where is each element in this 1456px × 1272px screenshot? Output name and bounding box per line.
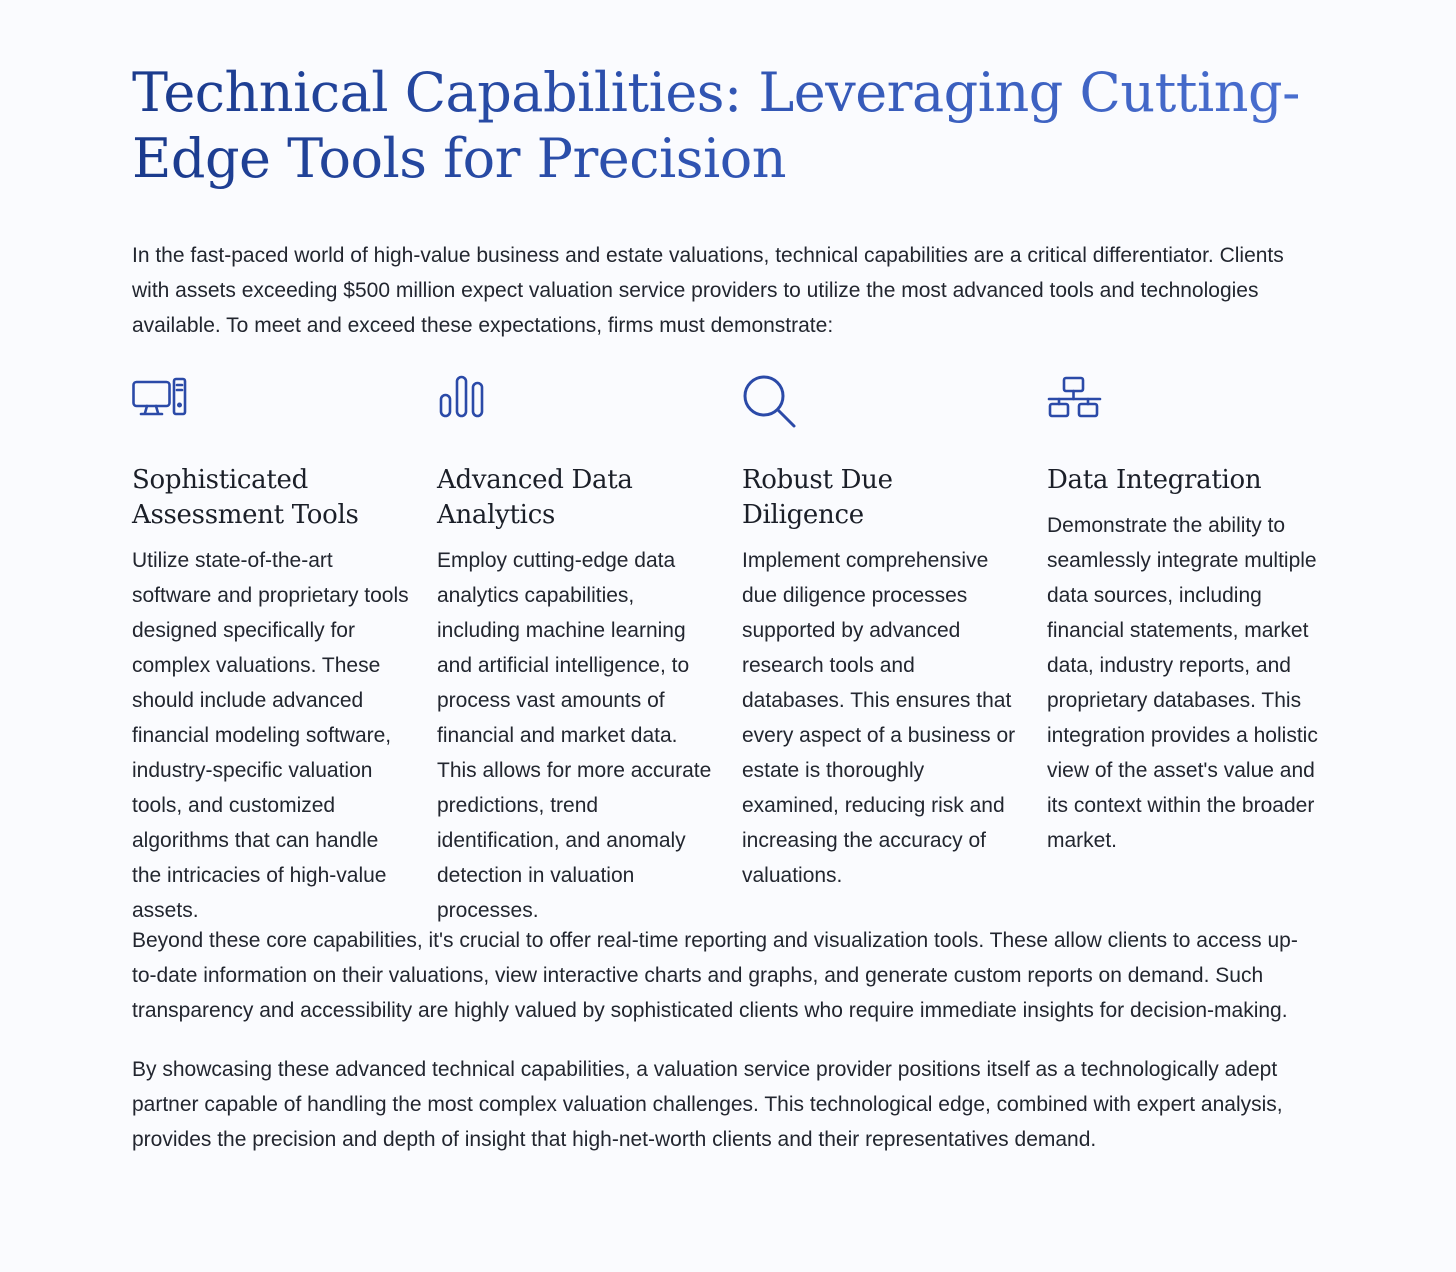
page-title: Technical Capabilities: Leveraging Cutting-Edge Tools for Precision xyxy=(132,60,1322,192)
intro-paragraph: In the fast-paced world of high-value business and estate valuations, technical capabilities are a critical differentiator. Clients with assets exceeding $500 million expect valuation service providers to utilize the most advanced tools and technologies available. To meet and exceed these expectations, firms must demonstrate: xyxy=(132,244,1284,337)
closing-paragraph-1: Beyond these core capabilities, it's crucial to offer real-time reporting and visualization tools. These allow clients to access up-to-date information on their valuations, view interactive charts and graphs, and generate custom reports on demand. Such transparency and accessibility are highly valued by sophisticated clients who require immediate insights for decision-making. xyxy=(132,929,1298,1022)
feature-assessment-tools xyxy=(132,375,412,928)
network-diagram-icon xyxy=(1047,375,1107,435)
feature-data-integration xyxy=(1047,375,1327,858)
feature-title: Robust Due Diligence xyxy=(742,465,893,530)
feature-description: Demonstrate the ability to seamlessly integrate multiple data sources, including financial statements, market data, industry reports, and proprietary databases. This integration provides a holistic view of the asset's value and its context within the broader market. xyxy=(1047,514,1318,852)
feature-due-diligence xyxy=(742,375,1022,893)
feature-description: Implement comprehensive due diligence processes supported by advanced research tools and databases. This ensures that every aspect of a business or estate is thoroughly examined, reducing risk and increasing the accuracy of valuations. xyxy=(742,549,1016,887)
feature-title: Data Integration xyxy=(1047,465,1262,495)
bar-chart-icon xyxy=(437,375,497,435)
feature-description: Utilize state-of-the-art software and proprietary tools designed specifically for complex valuations. These should include advanced financial modeling software, industry-specific valuation tools, and customized algorithms that can handle the intricacies of high-value assets. xyxy=(132,549,409,922)
feature-description: Employ cutting-edge data analytics capabilities, including machine learning and artificial intelligence, to process vast amounts of financial and market data. This allows for more accurate predictions, trend identification, and anomaly detection in valuation processes. xyxy=(437,549,712,922)
desktop-computer-icon xyxy=(132,375,192,435)
closing-paragraph-2: By showcasing these advanced technical capabilities, a valuation service provider positions itself as a technologically adept partner capable of handling the most complex valuation challenges. This technological edge, combined with expert analysis, provides the precision and depth of insight that high-net-worth clients and their representatives demand. xyxy=(132,1058,1283,1151)
magnifying-glass-icon xyxy=(742,375,802,435)
features-grid xyxy=(132,375,1324,923)
feature-title: Advanced Data Analytics xyxy=(437,465,633,530)
feature-data-analytics xyxy=(437,375,717,928)
document-page xyxy=(132,60,1324,1157)
feature-title: Sophisticated Assessment Tools xyxy=(132,465,359,530)
